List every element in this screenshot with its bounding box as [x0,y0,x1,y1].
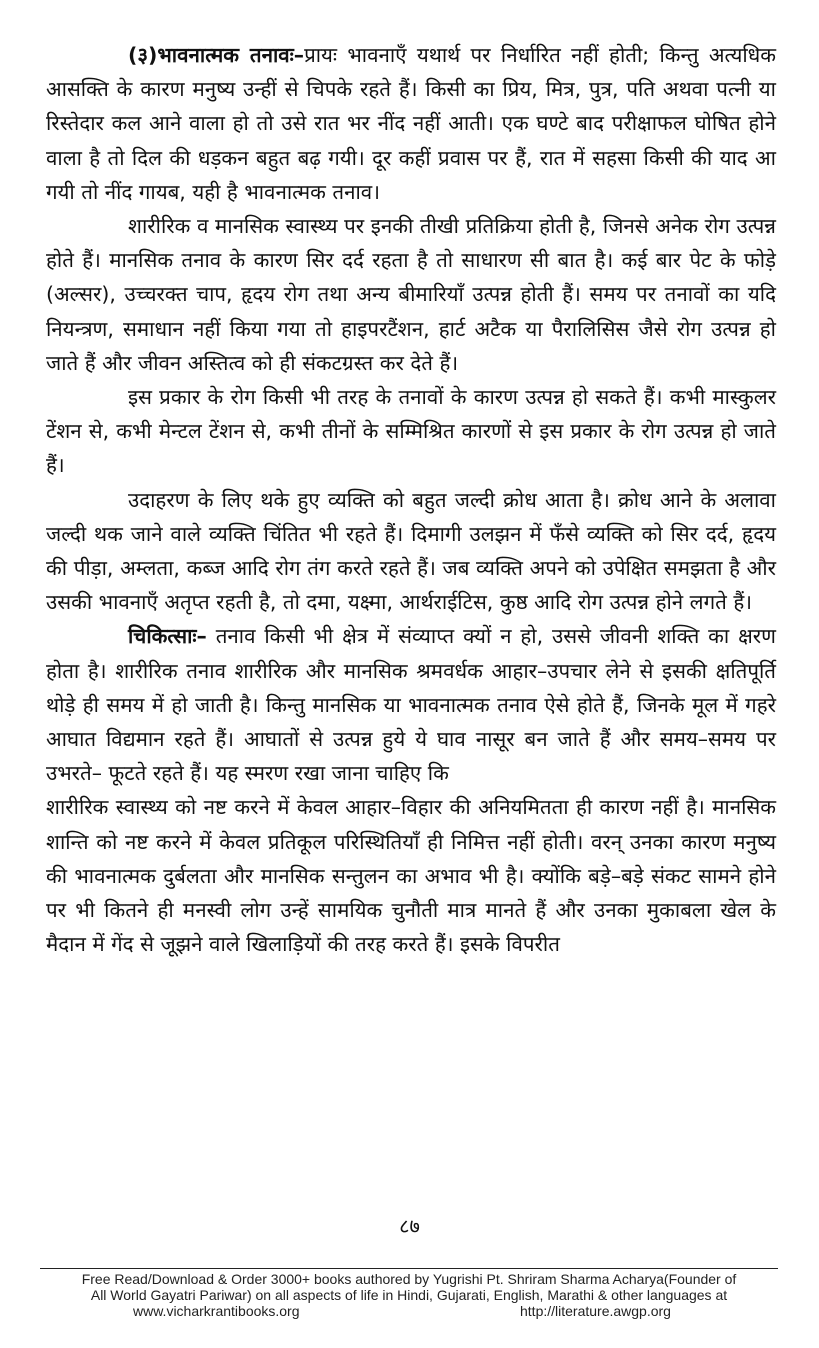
paragraph-examples [46,483,776,620]
page-number: ८७ [399,1214,420,1238]
paragraph-emotional-stress [46,38,776,209]
paragraph-text: तनाव किसी भी क्षेत्र में संव्याप्त क्यों न हो, उससे जीवनी शक्ति का क्षरण होता है। शारीरिक तनाव शारीरिक और मानसिक श्रमवर्धक आहार–उपचार लेने से इसकी क्षतिपूर्ति थोड़े ही समय में हो जाती है। किन्तु मानसिक या भावनात्मक तनाव ऐसे होते हैं, जिनके मूल में गहरे आघात विद्यमान रहते हैं। आघातों से उत्पन्न हुये ये घाव नासूर बन जाते हैं और समय–समय पर उभरते– फूटते रहते हैं। यह स्मरण रखा जाना चाहिए कि [46,624,776,786]
paragraph-text: प्रायः भावनाएँ यथार्थ पर निर्धारित नहीं होती; किन्तु अत्यधिक आसक्ति के कारण मनुष्य उन्हीं से चिपके रहते हैं। किसी का प्रिय, मित्र, पुत्र, पति अथवा पत्नी या रिस्तेदार कल आने वाला हो तो उसे रात भर नींद नहीं आती। एक घण्टे बाद परीक्षाफल घोषित होने वाला है तो दिल की धड़कन बहुत बढ़ गयी। दूर कहीं प्रवास पर हैं, रात में सहसा किसी की याद आ गयी तो नींद गायब, यही है भावनात्मक तनाव। [46,43,776,204]
paragraph-causes [46,380,776,483]
vicharkranti-link[interactable]: www.vicharkrantibooks.org [133,1303,300,1319]
literature-awgp-link[interactable]: http://literature.awgp.org [520,1303,671,1319]
paragraph-text: इस प्रकार के रोग किसी भी तरह के तनावों के कारण उत्पन्न हो सकते हैं। कभी मास्कुलर टेंशन से, कभी मेन्टल टेंशन से, कभी तीनों के सम्मिश्रित कारणों से इस प्रकार के रोग उत्पन्न हो जाते हैं। [46,385,776,478]
footer-line-1: Free Read/Download & Order 3000+ books authored by Yugrishi Pt. Shriram Sharma Acharya(Founder of [81,1271,737,1287]
footer-divider [40,1268,778,1269]
footer-links [40,1303,778,1319]
footer [40,1271,778,1319]
paragraph-treatment [46,619,776,790]
section-heading-emotional-stress: (३)भावनात्मक तनावः– [128,43,305,67]
paragraph-text: उदाहरण के लिए थके हुए व्यक्ति को बहुत जल्दी क्रोध आता है। क्रोध आने के अलावा जल्दी थक जाने वाले व्यक्ति चिंतित भी रहते हैं। दिमागी उलझन में फँसे व्यक्ति को सिर दर्द, हृदय की पीड़ा, अम्लता, कब्ज आदि रोग तंग करते रहते हैं। जब व्यक्ति अपने को उपेक्षित समझता है और उसकी भावनाएँ अतृप्त रहती है, तो दमा, यक्ष्मा, आर्थराईटिस, कुष्ठ आदि रोग उत्पन्न होने लगते हैं। [46,487,776,615]
footer-line-2: All World Gayatri Pariwar) on all aspects of life in Hindi, Gujarati, English, Marathi & other languages at [90,1287,728,1303]
paragraph-text: शारीरिक व मानसिक स्वास्थ्य पर इनकी तीखी प्रतिक्रिया होती है, जिनसे अनेक रोग उत्पन्न होते हैं। मानसिक तनाव के कारण सिर दर्द रहता है तो साधारण सी बात है। कई बार पेट के फोड़े (अल्सर), उच्चरक्त चाप, हृदय रोग तथा अन्य बीमारियाँ उत्पन्न होती हैं। समय पर तनावों का यदि नियन्त्रण, समाधान नहीं किया गया तो हाइपरटैंशन, हार्ट अटैक या पैरालिसिस जैसे रोग उत्पन्न हो जाते हैं और जीवन अस्तित्व को ही संकटग्रस्त कर देते हैं। [46,214,776,375]
paragraph-continuation [46,790,776,961]
section-heading-treatment: चिकित्साः– [128,624,207,649]
body-text [46,38,776,961]
paragraph-text: शारीरिक स्वास्थ्य को नष्ट करने में केवल आहार–विहार की अनियमितता ही कारण नहीं है। मानसिक शान्ति को नष्ट करने में केवल प्रतिकूल परिस्थितियाँ ही निमित्त नहीं होती। वरन् उनका कारण मनुष्य की भावनात्मक दुर्बलता और मानसिक सन्तुलन का अभाव भी है। क्योंकि बड़े–बड़े संकट सामने होने पर भी कितने ही मनस्वी लोग उन्हें सामयिक चुनौती मात्र मानते हैं और उनका मुकाबला खेल के मैदान में गेंद से जूझने वाले खिलाड़ियों की तरह करते हैं। इसके विपरीत [46,795,776,957]
paragraph-health-effects [46,209,776,380]
